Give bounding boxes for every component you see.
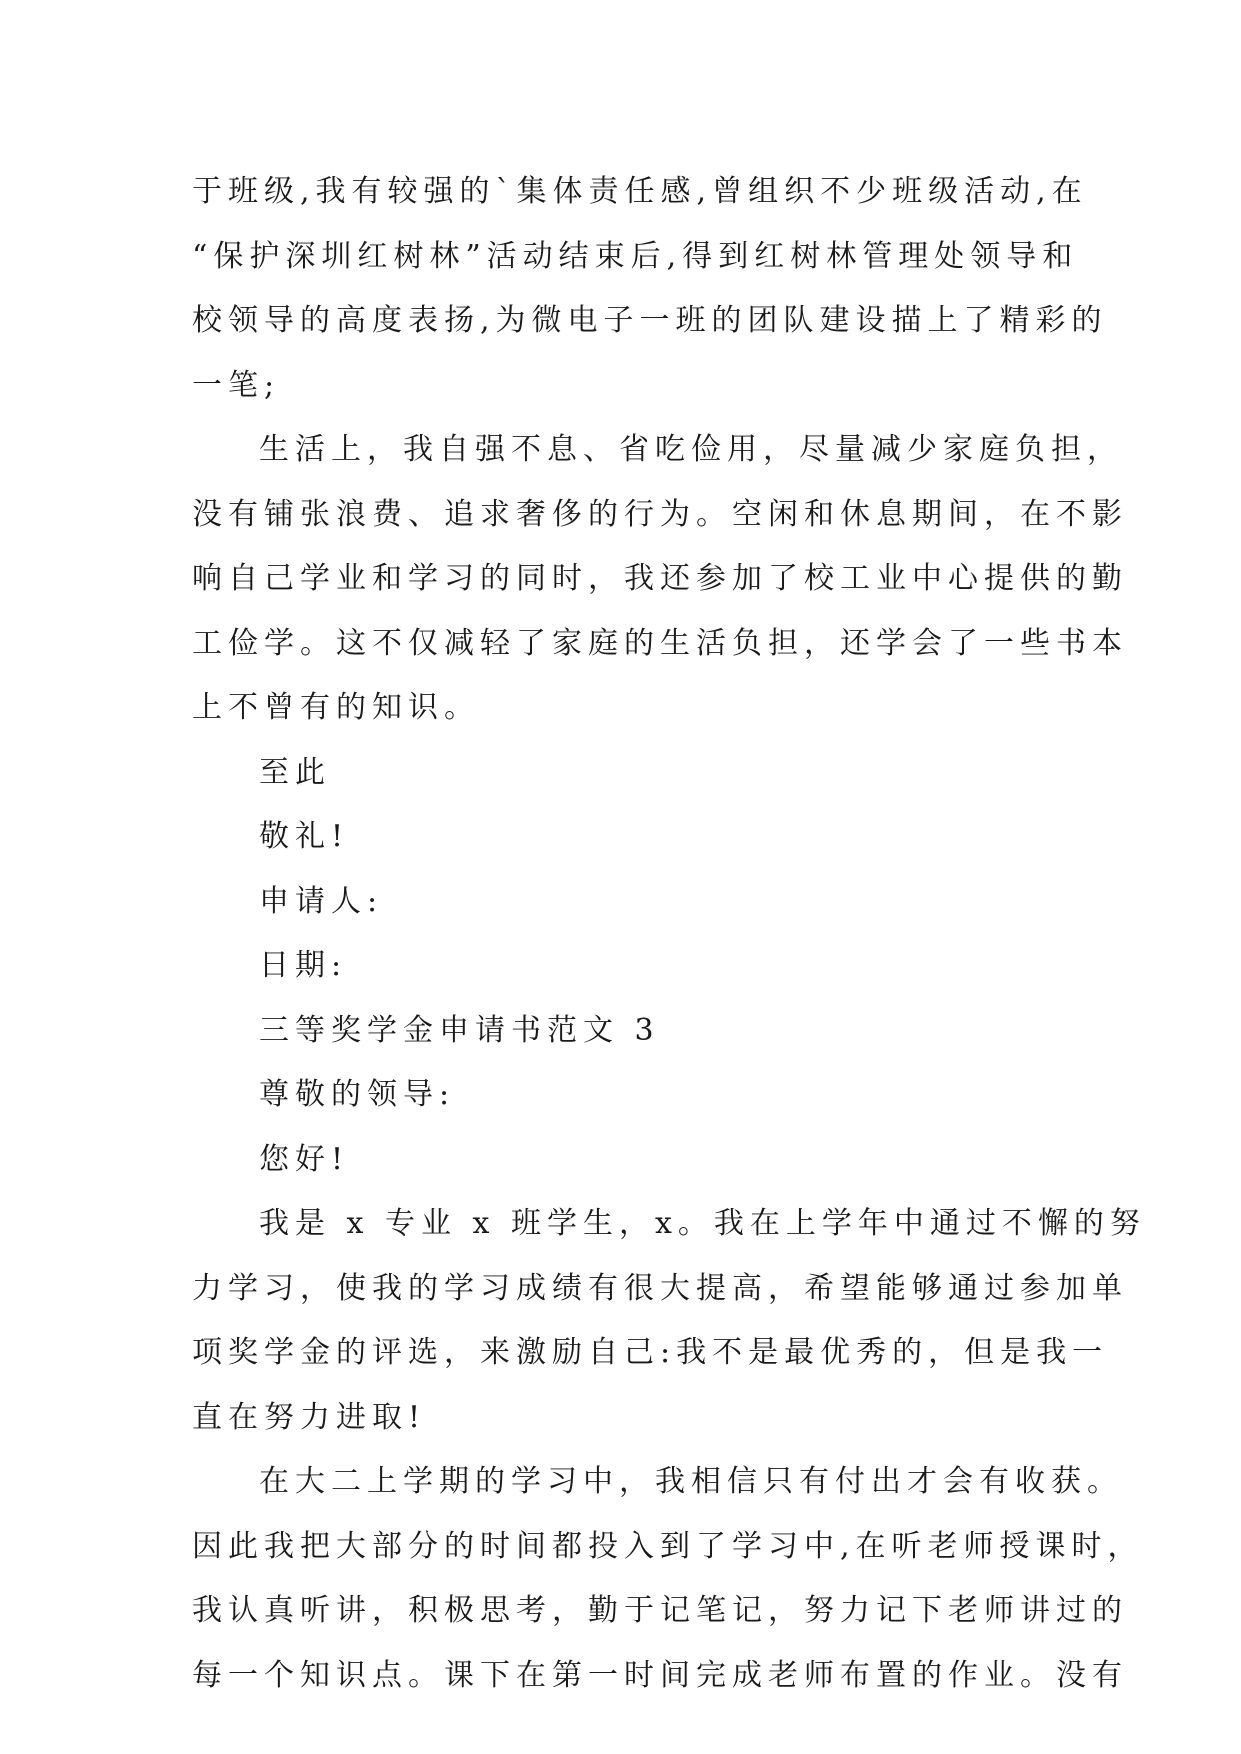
applicant-label: 申请人: [259, 883, 384, 919]
text-line: 校领导的高度表扬,为微电子一班的团队建设描上了精彩的 [192, 303, 1108, 338]
text-line: 一笔; [192, 367, 281, 403]
salutation-line: 敬礼! [259, 819, 350, 854]
text-line: 我认真听讲，积极思考，勤于记笔记，努力记下老师讲过的 [192, 1593, 1128, 1628]
text-line: 在大二上学期的学习中，我相信只有付出才会有收获。 [259, 1464, 1123, 1499]
text-line: 项奖学金的评选，来激励自己:我不是最优秀的，但是我一 [192, 1335, 1109, 1370]
text-line: 响自己学业和学习的同时，我还参加了校工业中心提供的勤 [192, 561, 1128, 596]
text-line: “保护深圳红树林”活动结束后,得到红树林管理处领导和 [192, 238, 1079, 274]
text-line: 于班级,我有较强的`集体责任感,曾组织不少班级活动,在 [192, 174, 1088, 209]
text-line: 生活上，我自强不息、省吃俭用，尽量减少家庭负担， [259, 432, 1123, 467]
document-body [192, 160, 1146, 1708]
text-line: 工俭学。这不仅减轻了家庭的生活负担，还学会了一些书本 [192, 625, 1128, 661]
section-title: 三等奖学金申请书范文 3 [259, 1012, 660, 1048]
text-line: 我是 x 专业 x 班学生，x。我在上学年中通过不懈的努 [259, 1206, 1146, 1241]
text-line: 因此我把大部分的时间都投入到了学习中,在听老师授课时， [192, 1528, 1144, 1564]
text-line: 直在努力进取! [192, 1399, 427, 1435]
text-line: 没有铺张浪费、追求奢侈的行为。空闲和休息期间，在不影 [192, 496, 1128, 532]
greeting-line: 尊敬的领导: [259, 1077, 456, 1112]
date-label: 日期: [259, 948, 348, 983]
text-line: 上不曾有的知识。 [192, 690, 480, 725]
text-line: 每一个知识点。课下在第一时间完成老师布置的作业。没有 [192, 1657, 1128, 1693]
text-line: 力学习，使我的学习成绩有很大提高，希望能够通过参加单 [192, 1270, 1128, 1306]
greeting-line: 您好! [259, 1141, 350, 1177]
closing-line: 至此 [259, 754, 331, 790]
